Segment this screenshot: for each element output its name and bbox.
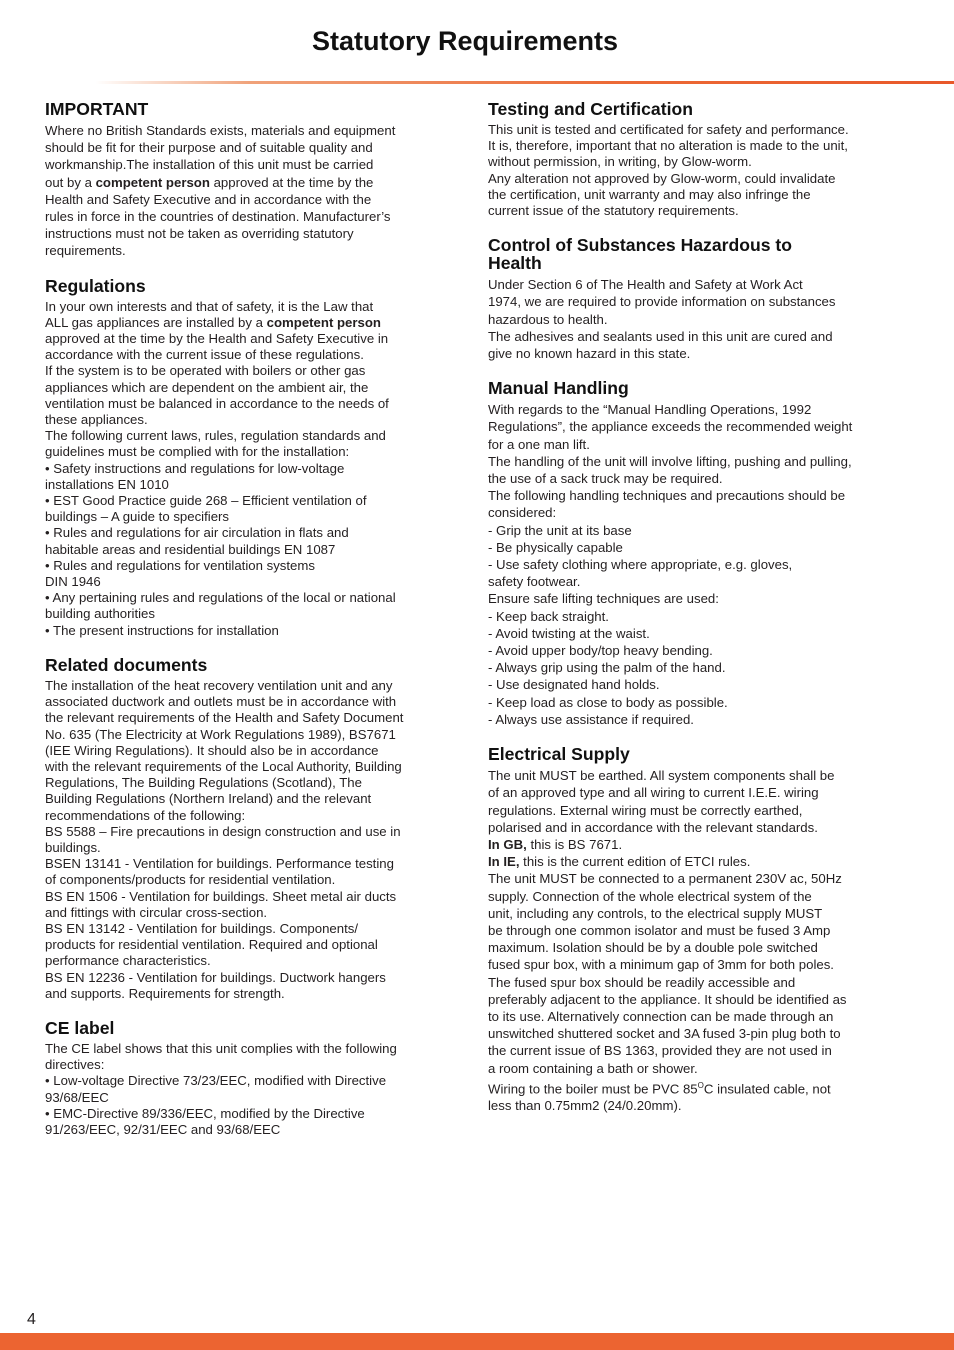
title-divider [95,81,954,84]
list-item: - Grip the unit at its base [488,522,632,538]
text-line: DIN 1946 [45,574,101,590]
list-item: - Use designated hand holds. [488,677,660,693]
competent-person-emphasis: competent person [95,174,210,190]
text-line: with the relevant requirements of the Local Authority, Building [45,758,402,774]
text-line: unit, including any controls, to the electrical supply MUST [488,905,823,921]
text-line: ventilation must be balanced in accordance to the needs of [45,395,389,411]
text-line: Health and Safety Executive and in accordance with the [45,191,372,207]
text-line: With regards to the “Manual Handling Operations, 1992 [488,402,812,418]
text-line: building authorities [45,606,155,622]
page-number: 4 [27,1311,36,1328]
text-line: should be fit for their purpose and of suitable quality and [45,140,373,156]
text-line: approved at the time by the Health and Safety Executive in [45,331,389,347]
text-line: current issue of the statutory requirements. [488,203,739,219]
ce-label-heading: CE label [45,1017,115,1038]
text-line: BSEN 13141 - Ventilation for buildings. Performance testing [45,856,394,872]
text-line: of an approved type and all wiring to current I.E.E. wiring [488,785,819,801]
text-line: This unit is tested and certificated for safety and performance. [488,122,849,137]
text-line: Regulations”, the appliance exceeds the recommended weight [488,419,853,435]
related-documents-text [45,678,445,1002]
text-line: fused spur box, with a minimum gap of 3mm for both poles. [488,957,834,973]
list-item: - Always use assistance if required. [488,711,694,727]
text-line: The fused spur box should be readily accessible and [488,974,796,990]
text-line: the use of a sack truck may be required. [488,471,723,487]
text-line: The installation of the heat recovery ventilation unit and any [45,677,393,693]
text-line: Regulations, The Building Regulations (Scotland), The [45,775,362,791]
heading-line: Health [488,253,542,274]
list-item: - Use safety clothing where appropriate, e.g. gloves, [488,557,793,573]
text-line: this is BS 7671. [526,836,623,852]
list-item: - Avoid upper body/top heavy bending. [488,643,713,659]
text-line: 1974, we are required to provide information on substances [488,294,836,310]
manual-handling-text [488,401,888,728]
manual-handling-heading: Manual Handling [488,378,629,399]
text-line: workmanship.The installation of this unit must be carried [45,157,374,173]
text-line: and supports. Requirements for strength. [45,985,285,1001]
text-line: ALL gas appliances are installed by a [45,314,267,330]
manual-handling-section [488,379,888,728]
text-line: If the system is to be operated with boilers or other gas [45,363,366,379]
coshh-heading [488,236,888,272]
testing-text [488,122,888,219]
text-line: and fittings with circular cross-section. [45,904,268,920]
text-line: be through one common isolator and must be fused 3 Amp [488,922,831,938]
text-line: No. 635 (The Electricity at Work Regulations 1989), BS7671 [45,726,396,742]
list-item: - Keep back straight. [488,608,609,624]
text-line: Building Regulations (Northern Ireland) and the relevant [45,791,372,807]
text-line: without permission, in writing, by Glow-worm. [488,154,752,170]
text-line: this is the current edition of ETCI rules. [519,854,751,870]
text-line: BS EN 1506 - Ventilation for buildings. Sheet metal air ducts [45,888,397,904]
text-line: 91/263/EEC, 92/31/EEC and 93/68/EEC [45,1121,281,1137]
text-line: The following handling techniques and precautions should be [488,488,846,504]
text-line: approved at the time by the [209,174,374,190]
text-line: BS EN 13142 - Ventilation for buildings. Components/ [45,920,359,936]
text-line: guidelines must be complied with for the installation: [45,444,350,460]
footer-bar [0,1333,954,1350]
text-line: BS 5588 – Fire precautions in design construction and use in [45,823,401,839]
text-line: It is, therefore, important that no alteration is made to the unit, [488,138,848,154]
list-item: - Be physically capable [488,539,623,555]
text-line: of components/products for residential ventilation. [45,872,336,888]
text-line: Ensure safe lifting techniques are used: [488,591,719,607]
text-line: maximum. Isolation should be by a double pole switched [488,940,818,956]
text-line: Where no British Standards exists, materials and equipment [45,123,396,138]
text-line: supply. Connection of the whole electrical system of the [488,888,812,904]
text-line: give no known hazard in this state. [488,346,691,362]
text-line: C insulated cable, not [703,1081,831,1097]
text-line: Wiring to the boiler must be PVC 85 [488,1081,698,1097]
related-documents-section [45,656,445,1002]
electrical-supply-text [488,767,888,1114]
text-line: for a one man lift. [488,436,590,452]
list-item: - Avoid twisting at the waist. [488,625,650,641]
list-item: - Always grip using the palm of the hand. [488,660,726,676]
electrical-supply-section [488,745,888,1114]
regulations-text [45,299,445,639]
text-line: the certification, unit warranty and may also infringe the [488,186,811,202]
text-line: The handling of the unit will involve lifting, pushing and pulling, [488,453,852,469]
text-line: The adhesives and sealants used in this unit are cured and [488,328,833,344]
text-line: polarised and in accordance with the relevant standards. [488,819,818,835]
text-line: less than 0.75mm2 (24/0.20mm). [488,1098,682,1114]
text-line: a room containing a bath or shower. [488,1060,698,1076]
electrical-supply-heading: Electrical Supply [488,744,630,765]
list-item: - Keep load as close to body as possible. [488,694,728,710]
ce-label-text [45,1041,445,1138]
text-line: The following current laws, rules, regulation standards and [45,428,386,444]
text-line: The unit MUST be earthed. All system components shall be [488,768,835,784]
list-item: • The present instructions for installation [45,622,279,638]
coshh-text [488,276,888,362]
ie-emphasis: In IE, [488,854,520,870]
text-line: unswitched shuttered socket and 3A fused 3-pin plug both to [488,1026,841,1042]
text-line: safety footwear. [488,574,581,590]
list-item: • Any pertaining rules and regulations of the local or national [45,590,396,606]
text-line: hazardous to health. [488,311,608,327]
text-line: habitable areas and residential buildings EN 1087 [45,541,336,557]
text-line: the current issue of BS 1363, provided they are not used in [488,1043,832,1059]
text-line: directives: [45,1057,105,1073]
left-column [45,100,445,1155]
text-line: appliances which are dependent on the ambient air, the [45,379,369,395]
important-text [45,122,445,260]
text-line: rules in force in the countries of destination. Manufacturer’s [45,209,391,225]
important-heading: IMPORTANT [45,99,149,119]
degree-superscript: O [697,1080,704,1090]
text-line: recommendations of the following: [45,807,246,823]
text-line: the relevant requirements of the Health and Safety Document [45,710,404,726]
text-line: accordance with the current issue of these regulations. [45,347,364,363]
text-line: these appliances. [45,412,148,428]
text-line: requirements. [45,243,126,259]
related-documents-heading: Related documents [45,654,208,675]
list-item: • EST Good Practice guide 268 – Efficient ventilation of [45,493,367,509]
testing-heading: Testing and Certification [488,99,693,119]
text-line: BS EN 12236 - Ventilation for buildings. Ductwork hangers [45,969,386,985]
text-line: The CE label shows that this unit complies with the following [45,1040,397,1056]
text-line: considered: [488,505,557,521]
gb-emphasis: In GB, [488,836,527,852]
text-line: The unit MUST be connected to a permanent 230V ac, 50Hz [488,871,842,887]
text-line: 93/68/EEC [45,1089,109,1105]
text-line: Any alteration not approved by Glow-worm, could invalidate [488,170,836,186]
ce-label-section [45,1019,445,1138]
list-item: • EMC-Directive 89/336/EEC, modified by the Directive [45,1105,365,1121]
text-line: products for residential ventilation. Required and optional [45,937,378,953]
page-title: Statutory Requirements [311,26,619,56]
text-line: installations EN 1010 [45,476,169,492]
coshh-section [488,236,888,362]
right-column [488,100,888,1132]
text-line: associated ductwork and outlets must be in accordance with [45,694,397,710]
regulations-section [45,277,445,639]
important-section [45,100,445,260]
text-line: regulations. External wiring must be correctly earthed, [488,802,803,818]
text-line: instructions must not be taken as overriding statutory [45,226,354,242]
text-line: preferably adjacent to the appliance. It should be identified as [488,991,847,1007]
heading-line: Control of Substances Hazardous to [488,235,793,256]
text-line: buildings – A guide to specifiers [45,509,230,525]
list-item: • Low-voltage Directive 73/23/EEC, modified with Directive [45,1073,387,1089]
competent-person-emphasis: competent person [266,314,381,330]
text-line: performance characteristics. [45,953,211,969]
text-line: to its use. Alternatively connection can be made through an [488,1008,834,1024]
list-item: • Rules and regulations for ventilation systems [45,557,315,573]
text-line: In your own interests and that of safety, it is the Law that [45,298,374,314]
text-line: out by a [45,174,96,190]
list-item: • Rules and regulations for air circulation in flats and [45,525,349,541]
text-line: Under Section 6 of The Health and Safety at Work Act [488,277,803,293]
text-line: buildings. [45,839,101,855]
text-line: (IEE Wiring Regulations). It should also be in accordance [45,742,379,758]
testing-section [488,100,888,219]
list-item: • Safety instructions and regulations for low-voltage [45,460,345,476]
regulations-heading: Regulations [45,275,146,296]
